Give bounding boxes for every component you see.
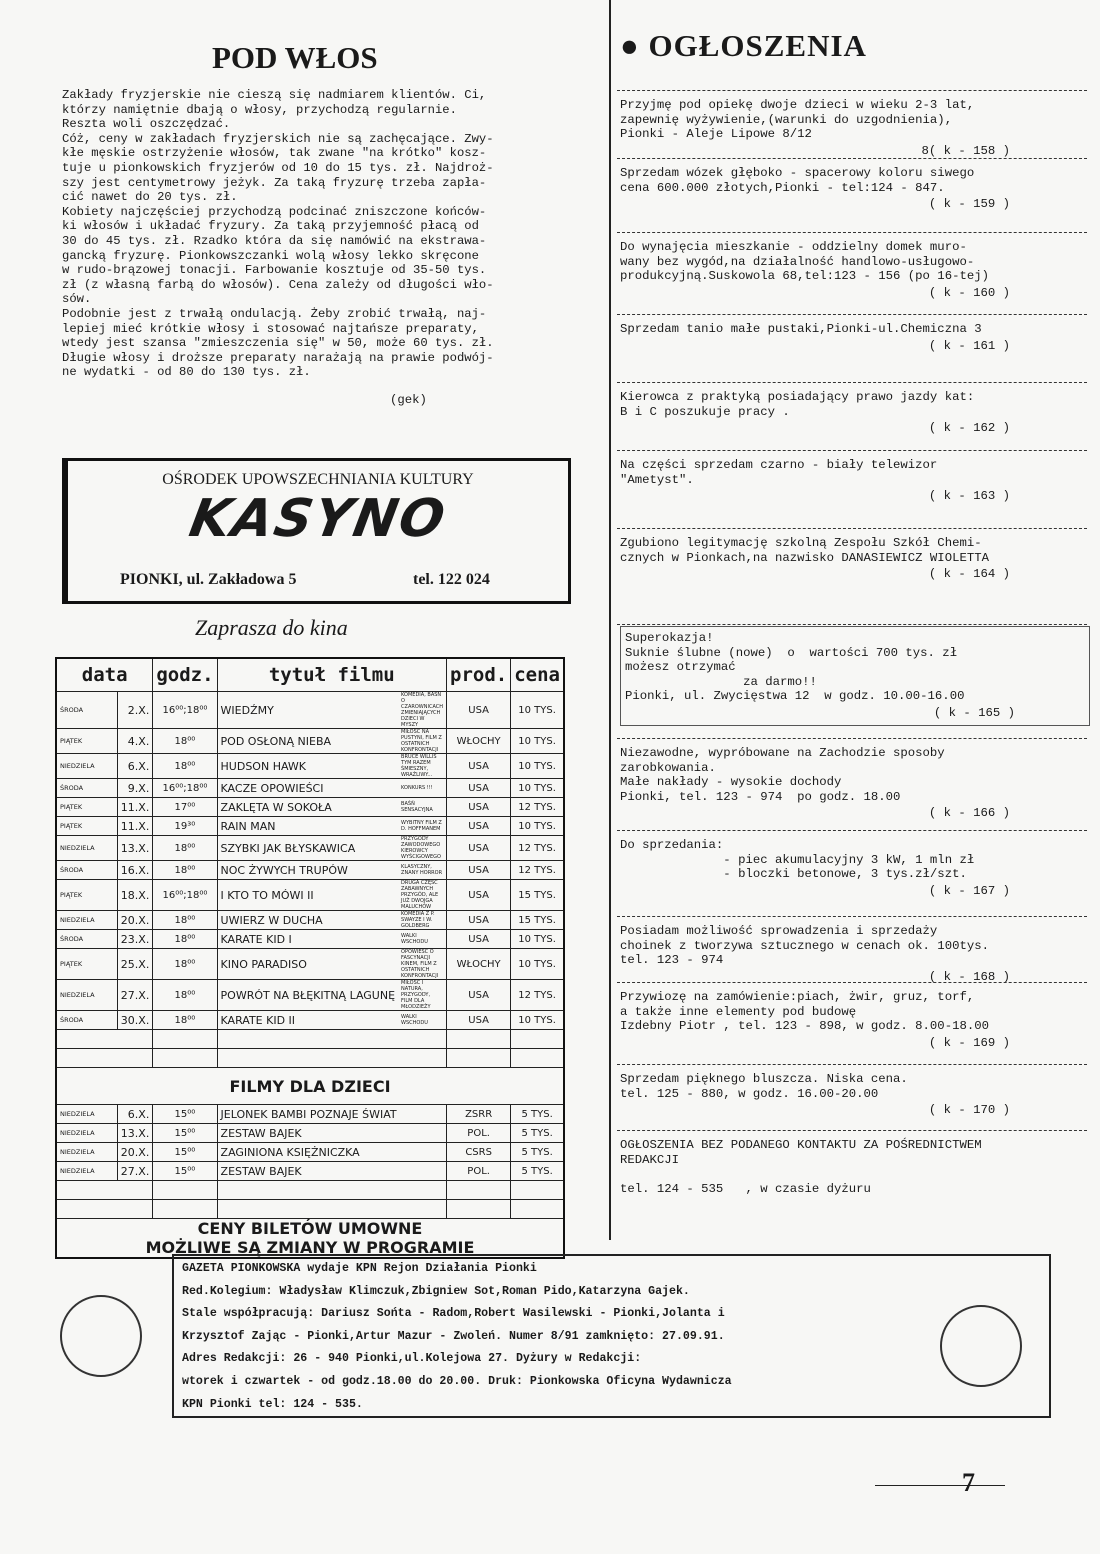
cell-production: CSRS (447, 1143, 511, 1162)
cell-date: 16.X. (117, 861, 153, 880)
ad-ref: ( k - 167 ) (928, 883, 1010, 898)
cell-description: KLASYCZNY, ZNANY HORROR (398, 861, 446, 880)
empty-row (56, 1030, 564, 1049)
kids-section-title: FILMY DLA DZIECI (56, 1068, 564, 1105)
classified-ad (620, 746, 1080, 821)
ad-divider (617, 232, 1087, 233)
classified-ad (620, 458, 1080, 504)
cell-day: ŚRODA (56, 779, 117, 798)
cell-day: NIEDZIELA (56, 980, 117, 1011)
cell-title: UWIERZ W DUCHA (217, 911, 398, 930)
article-title: POD WŁOS (212, 40, 378, 75)
cell-title: ZESTAW BAJEK (217, 1162, 447, 1181)
empty-cell (153, 1049, 217, 1068)
ad-ref: ( k - 163 ) (928, 489, 1010, 504)
cell-time: 18⁰⁰ (153, 911, 217, 930)
cell-date: 23.X. (117, 930, 153, 949)
cell-time: 16⁰⁰;18⁰⁰ (153, 880, 217, 911)
ad-divider (617, 158, 1087, 159)
cell-time: 18⁰⁰ (153, 729, 217, 754)
empty-cell (217, 1200, 447, 1219)
ad-ref: ( k - 168 ) (928, 969, 1010, 984)
cell-day: NIEDZIELA (56, 1143, 117, 1162)
cell-price: 10 TYS. (511, 949, 564, 980)
empty-cell (56, 1049, 153, 1068)
kpn-seal-left (60, 1295, 142, 1377)
ad-text: Sprzedam tanio małe pustaki,Pionki-ul.Chemiczna 3 (620, 322, 982, 336)
cell-production: USA (447, 692, 511, 729)
col-time: godz. (153, 658, 217, 692)
ad-ref: ( k - 166 ) (928, 806, 1010, 821)
table-row (56, 798, 564, 817)
cell-title: HUDSON HAWK (217, 754, 398, 779)
kasyno-org: OŚRODEK UPOWSZECHNIANIA KULTURY (162, 471, 474, 488)
cell-time: 15⁰⁰ (153, 1124, 217, 1143)
ad-ref: ( k - 165 ) (933, 705, 1015, 720)
masthead-line: GAZETA PIONKOWSKA wydaje KPN Rejon Działania Pionki (182, 1262, 537, 1275)
empty-cell (511, 1049, 564, 1068)
cell-production: WŁOCHY (447, 949, 511, 980)
cell-date: 20.X. (117, 911, 153, 930)
cell-price: 10 TYS. (511, 729, 564, 754)
classified-ad (620, 322, 1080, 353)
ad-text: Kierowca z praktyką posiadający prawo jazdy kat: B i C poszukuje pracy . (620, 390, 975, 419)
ad-ref: ( k - 161 ) (928, 338, 1010, 353)
cell-date: 11.X. (117, 817, 153, 836)
ad-divider (617, 314, 1087, 315)
classified-ad (620, 924, 1080, 984)
cell-description: WALKI WSCHODU (398, 1011, 446, 1030)
cell-day: NIEDZIELA (56, 1105, 117, 1124)
ads-title: ● OGŁOSZENIA (620, 28, 867, 63)
ad-divider (617, 830, 1087, 831)
ad-text: Superokazja! Suknie ślubne (nowe) o wartości 700 tys. zł możesz otrzymać za darmo!! Pionki, ul. Zwycięstwa 12 w godz. 10.00-16.00 (625, 631, 965, 704)
cell-day: NIEDZIELA (56, 1162, 117, 1181)
cell-date: 18.X. (117, 880, 153, 911)
cell-title: KACZE OPOWIEŚCI (217, 779, 398, 798)
cell-production: USA (447, 754, 511, 779)
cell-day: ŚRODA (56, 861, 117, 880)
ad-text: Przyjmę pod opiekę dwoje dzieci w wieku 2-3 lat, zapewnię wyżywienie,(warunki do uzgodnienia), Pionki - Aleje Lipowe 8/12 (620, 98, 975, 142)
table-row (56, 779, 564, 798)
cell-description: MIŁOŚĆ NA PUSTYNI, FILM Z OSTATNICH KONFRONTACJI (398, 729, 446, 754)
cell-production: USA (447, 836, 511, 861)
ad-ref: ( k - 169 ) (928, 1035, 1010, 1050)
notes-row (56, 1219, 564, 1259)
ad-ref: ( k - 160 ) (928, 285, 1010, 300)
cell-description: DRUGA CZĘŚĆ ZABAWNYCH PRZYGÓD, ALE JUŻ DWOJGA MALUCHÓW (398, 880, 446, 911)
table-row (56, 836, 564, 861)
note-prices: CENY BILETÓW UMOWNE (197, 1219, 423, 1238)
empty-cell (153, 1200, 217, 1219)
cell-day: PIĄTEK (56, 798, 117, 817)
masthead-line: wtorek i czwartek - od godz.18.00 do 20.00. Druk: Pionkowska Oficyna Wydawnicza (182, 1374, 732, 1388)
ad-divider (617, 1130, 1087, 1131)
table-row (56, 1011, 564, 1030)
empty-cell (217, 1030, 447, 1049)
cell-production: USA (447, 911, 511, 930)
ad-text: Sprzedam pięknego bluszcza. Niska cena. tel. 125 - 880, w godz. 16.00-20.00 (620, 1072, 908, 1101)
ad-divider (617, 528, 1087, 529)
notes-cell (56, 1219, 564, 1259)
ad-text: Zgubiono legitymację szkolną Zespołu Szkół Chemi- cznych w Pionkach,na nazwisko DANASIEWICZ WIOLETTA (620, 536, 989, 565)
note-changes: MOŻLIWE SĄ ZMIANY W PROGRAMIE (145, 1238, 475, 1257)
classified-ad (620, 166, 1080, 212)
classified-ad (620, 990, 1080, 1050)
ad-text: Na części sprzedam czarno - biały telewizor "Ametyst". (620, 458, 938, 487)
cell-day: NIEDZIELA (56, 1124, 117, 1143)
cell-date: 2.X. (117, 692, 153, 729)
cell-date: 4.X. (117, 729, 153, 754)
kasyno-address: PIONKI, ul. Zakładowa 5 (120, 571, 297, 588)
cell-time: 18⁰⁰ (153, 754, 217, 779)
cell-production: USA (447, 980, 511, 1011)
cell-time: 17⁰⁰ (153, 798, 217, 817)
cell-date: 27.X. (117, 980, 153, 1011)
cell-price: 12 TYS. (511, 836, 564, 861)
cell-title: POD OSŁONĄ NIEBA (217, 729, 398, 754)
empty-cell (56, 1181, 153, 1200)
cell-price: 10 TYS. (511, 692, 564, 729)
empty-cell (217, 1049, 447, 1068)
kasyno-phone: tel. 122 024 (413, 571, 490, 588)
ad-ref: ( k - 170 ) (928, 1103, 1010, 1118)
masthead-line: Krzysztof Zając - Pionki,Artur Mazur - Zwoleń. Numer 8/91 zamknięto: 27.09.91. (182, 1329, 725, 1343)
column-divider (609, 0, 611, 1240)
ad-divider (617, 916, 1087, 917)
cell-price: 10 TYS. (511, 754, 564, 779)
cell-title: JELONEK BAMBI POZNAJE ŚWIAT (217, 1105, 447, 1124)
cell-time: 18⁰⁰ (153, 836, 217, 861)
col-date: data (56, 658, 153, 692)
table-row (56, 754, 564, 779)
cell-day: ŚRODA (56, 1011, 117, 1030)
cell-time: 15⁰⁰ (153, 1143, 217, 1162)
cell-description: MIŁOŚĆ I NATURA, PRZYGODY, FILM DLA MŁODZIEŻY (398, 980, 446, 1011)
ad-text: Sprzedam wózek głęboko - spacerowy koloru siwego cena 600.000 złotych,Pionki - tel:124 - 847. (620, 166, 975, 195)
ad-divider (617, 624, 1087, 625)
classified-ad (620, 390, 1080, 436)
ad-text: Posiadam możliwość sprowadzenia i sprzedaży choinek z tworzywa sztucznego w cenach ok. 100tys. tel. 123 - 974 (620, 924, 989, 968)
table-row (56, 949, 564, 980)
ad-ref: ( k - 164 ) (928, 567, 1010, 582)
ad-ref: ( k - 159 ) (928, 197, 1010, 212)
col-price: cena (511, 658, 564, 692)
cell-price: 15 TYS. (511, 911, 564, 930)
cell-day: PIĄTEK (56, 880, 117, 911)
article-author: (gek) (390, 393, 427, 407)
cell-description: BRUCE WILLIS TYM RAZEM ŚMIESZNY, WRAŻLIWY... (398, 754, 446, 779)
cell-description: KOMEDIA Z P. SWAYZE I W. GOLDBERG (398, 911, 446, 930)
empty-cell (447, 1200, 511, 1219)
cell-description: KOMEDIA, BAŚŃ O CZAROWNICACH ZMIENIAJĄCYCH DZIECI W MYSZY (398, 692, 446, 729)
cell-day: NIEDZIELA (56, 911, 117, 930)
empty-row (56, 1200, 564, 1219)
masthead-box (172, 1254, 1051, 1418)
page-number: 7 (962, 1468, 975, 1497)
cell-day: ŚRODA (56, 930, 117, 949)
ad-divider (617, 738, 1087, 739)
cell-day: NIEDZIELA (56, 754, 117, 779)
empty-cell (153, 1030, 217, 1049)
cell-day: PIĄTEK (56, 817, 117, 836)
col-title: tytuł filmu (217, 658, 447, 692)
ad-text: Do sprzedania: - piec akumulacyjny 3 kW, 1 mln zł - bloczki betonowe, 3 tys.zł/szt. (620, 838, 975, 882)
classified-ad (620, 838, 1080, 898)
cell-title: NOC ŻYWYCH TRUPÓW (217, 861, 398, 880)
cell-price: 10 TYS. (511, 930, 564, 949)
cell-title: ZAKLĘTA W SOKOŁA (217, 798, 398, 817)
cell-time: 16⁰⁰;18⁰⁰ (153, 692, 217, 729)
ad-text: OGŁOSZENIA BEZ PODANEGO KONTAKTU ZA POŚREDNICTWEM REDAKCJI tel. 124 - 535 , w czasie dyżuru (620, 1138, 982, 1196)
empty-cell (447, 1049, 511, 1068)
cell-date: 13.X. (117, 1124, 153, 1143)
classified-ad (620, 98, 1080, 158)
article-body: Zakłady fryzjerskie nie cieszą się nadmiarem klientów. Ci, którzy namiętnie dbają o włosy, przychodzą regularnie. Reszta woli oszczędzać. Cóż, ceny w zakładach fryzjerskich nie są zachęcające. Zwy- kłe męskie ostrzyżenie włosów, tak zwane "na krótko" kosz- tuje u pionkowskich fryzjerów od 10 do 15 tys. zł. Najdroż- szy jest centymetrowy jeżyk. Za taką fryzurę trzeba zapła- cić nawet do 20 tys. zł. Kobiety najczęściej przychodzą podcinać zniszczone końców- ki włosów i układać fryzury. Za taką przyjemność płacą od 30 do 45 tys. zł. Rzadko która da się namówić na ekstrawa- gancką fryzurę. Pionkowszczanki wolą włosy lekko skręcone w rudo-brązowej tonacji. Farbowanie kosztuje od 35-50 tys. zł (z własną farbą do włosów). Cena zależy od długości wło- sów. Podobnie jest z trwałą ondulacją. Żeby zrobić trwałą, naj- lepiej mieć krótkie włosy i stosować najtańsze preparaty, wtedy jest szansa "zmieszczenia się" w 50, może 60 tys. zł. Długie włosy i droższe preparaty narażają na prawie podwój- ne wydatki - od 80 do 130 tys. zł. (62, 88, 494, 380)
cell-production: USA (447, 880, 511, 911)
cell-day: PIĄTEK (56, 729, 117, 754)
cell-price: 10 TYS. (511, 817, 564, 836)
cell-price: 15 TYS. (511, 880, 564, 911)
empty-row (56, 1049, 564, 1068)
cell-title: ZESTAW BAJEK (217, 1124, 447, 1143)
cell-time: 18⁰⁰ (153, 1011, 217, 1030)
cell-day: NIEDZIELA (56, 836, 117, 861)
ad-ref: ( k - 162 ) (928, 421, 1010, 436)
cell-description: OPOWIEŚĆ O FASCYNACJI KINEM, FILM Z OSTATNICH KONFRONTACJI (398, 949, 446, 980)
cell-price: 10 TYS. (511, 1011, 564, 1030)
cell-description: PRZYGODY ZAWODOWEGO KIEROWCY WYŚCIGOWEGO (398, 836, 446, 861)
empty-cell (56, 1030, 153, 1049)
empty-row (56, 1181, 564, 1200)
cell-title: KARATE KID I (217, 930, 398, 949)
table-row (56, 1143, 564, 1162)
cell-production: USA (447, 817, 511, 836)
cell-price: 10 TYS. (511, 779, 564, 798)
cell-title: RAIN MAN (217, 817, 398, 836)
empty-cell (56, 1200, 153, 1219)
cell-production: USA (447, 861, 511, 880)
cell-production: USA (447, 930, 511, 949)
cell-description: WALKI WSCHODU (398, 930, 446, 949)
cell-production: POL. (447, 1124, 511, 1143)
cell-time: 18⁰⁰ (153, 861, 217, 880)
empty-cell (511, 1200, 564, 1219)
cell-price: 12 TYS. (511, 980, 564, 1011)
ad-divider (617, 90, 1087, 91)
cell-production: USA (447, 798, 511, 817)
classified-ad (620, 240, 1080, 300)
cell-production: POL. (447, 1162, 511, 1181)
cell-time: 16⁰⁰;18⁰⁰ (153, 779, 217, 798)
cell-price: 5 TYS. (511, 1143, 564, 1162)
ad-text: Przywiozę na zamówienie:piach, żwir, gruz, torf, a także inne elementy pod budowę Izdebny Piotr , tel. 123 - 898, w godz. 8.00-18.00 (620, 990, 989, 1034)
cell-date: 6.X. (117, 754, 153, 779)
cell-date: 30.X. (117, 1011, 153, 1030)
table-row (56, 980, 564, 1011)
cell-description: BAŚŃ SENSACYJNA (398, 798, 446, 817)
cell-day: PIĄTEK (56, 949, 117, 980)
masthead-line: KPN Pionki tel: 124 - 535. (182, 1397, 363, 1411)
ad-divider (617, 382, 1087, 383)
cell-date: 27.X. (117, 1162, 153, 1181)
classified-ad (620, 626, 1090, 726)
kasyno-logo: KASYNO (185, 489, 451, 549)
classified-ad (620, 1072, 1080, 1118)
table-row (56, 880, 564, 911)
cell-time: 15⁰⁰ (153, 1105, 217, 1124)
cell-date: 25.X. (117, 949, 153, 980)
table-row (56, 930, 564, 949)
cell-title: POWRÓT NA BŁĘKITNĄ LAGUNĘ (217, 980, 398, 1011)
cell-title: I KTO TO MÓWI II (217, 880, 398, 911)
empty-cell (217, 1181, 447, 1200)
empty-cell (447, 1030, 511, 1049)
table-row (56, 1124, 564, 1143)
cell-price: 5 TYS. (511, 1162, 564, 1181)
cell-time: 18⁰⁰ (153, 980, 217, 1011)
cell-price: 5 TYS. (511, 1124, 564, 1143)
empty-cell (447, 1181, 511, 1200)
cell-title: KARATE KID II (217, 1011, 398, 1030)
cell-title: SZYBKI JAK BŁYSKAWICA (217, 836, 398, 861)
cell-price: 12 TYS. (511, 798, 564, 817)
cell-date: 6.X. (117, 1105, 153, 1124)
empty-cell (511, 1030, 564, 1049)
masthead-line: Adres Redakcji: 26 - 940 Pionki,ul.Kolejowa 27. Dyżury w Redakcji: (182, 1352, 642, 1366)
cinema-schedule-table (55, 657, 565, 1259)
table-row (56, 729, 564, 754)
masthead-line: Stale współpracują: Dariusz Sońta - Radom,Robert Wasilewski - Pionki,Jolanta i (182, 1307, 725, 1321)
ad-text: Niezawodne, wypróbowane na Zachodzie sposoby zarobkowania. Małe nakłady - wysokie dochody Pionki, tel. 123 - 974 po godz. 18.00 (620, 746, 945, 804)
cell-date: 13.X. (117, 836, 153, 861)
cell-date: 11.X. (117, 798, 153, 817)
table-row (56, 1162, 564, 1181)
page-number-rule (875, 1485, 1005, 1486)
cell-day: ŚRODA (56, 692, 117, 729)
ad-text: Do wynajęcia mieszkanie - oddzielny domek muro- wany bez wygód,na działalność handlowo-usługowo- produkcyjną.Suskowola 68,tel:123 - 156 (po 16-tej) (620, 240, 989, 284)
kids-section-row (56, 1068, 564, 1105)
cell-description: WYBITNY FILM Z D. HOFFMANEM (398, 817, 446, 836)
cell-time: 18⁰⁰ (153, 930, 217, 949)
classified-ad (620, 536, 1080, 582)
table-row (56, 911, 564, 930)
cell-title: KINO PARADISO (217, 949, 398, 980)
ad-divider (617, 450, 1087, 451)
cell-time: 18⁰⁰ (153, 949, 217, 980)
table-row (56, 861, 564, 880)
cell-description: KONKURS !!! (398, 779, 446, 798)
cell-production: ZSRR (447, 1105, 511, 1124)
cinema-invite: Zaprasza do kina (195, 615, 348, 640)
empty-cell (153, 1181, 217, 1200)
ad-divider (617, 1064, 1087, 1065)
classified-ad (620, 1138, 1080, 1196)
cell-date: 9.X. (117, 779, 153, 798)
cell-time: 19³⁰ (153, 817, 217, 836)
cell-production: WŁOCHY (447, 729, 511, 754)
ad-ref: 8( k - 158 ) (921, 143, 1010, 158)
col-prod: prod. (447, 658, 511, 692)
empty-cell (511, 1181, 564, 1200)
cell-price: 12 TYS. (511, 861, 564, 880)
kasyno-ad-box (62, 458, 571, 604)
table-row (56, 817, 564, 836)
cell-production: USA (447, 1011, 511, 1030)
cell-date: 20.X. (117, 1143, 153, 1162)
table-row (56, 1105, 564, 1124)
masthead-line: Red.Kolegium: Władysław Klimczuk,Zbigniew Sot,Roman Pido,Katarzyna Gajek. (182, 1284, 690, 1298)
cell-production: USA (447, 779, 511, 798)
cell-price: 5 TYS. (511, 1105, 564, 1124)
ad-divider (617, 982, 1087, 983)
cell-time: 15⁰⁰ (153, 1162, 217, 1181)
cell-title: WIEDŹMY (217, 692, 398, 729)
cell-title: ZAGINIONA KSIĘŻNICZKA (217, 1143, 447, 1162)
table-row (56, 692, 564, 729)
